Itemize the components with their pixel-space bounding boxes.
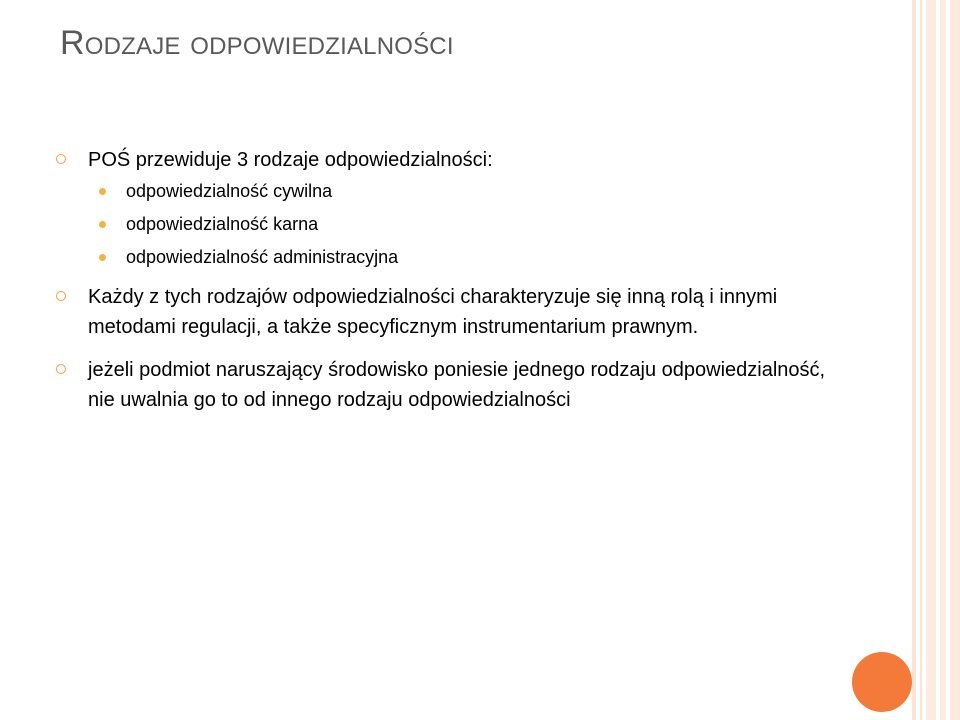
bullet-item (56, 282, 856, 342)
bullet-item (56, 355, 856, 415)
sub-bullet-text: odpowiedzialność administracyjna (126, 247, 399, 267)
decor-stripe (940, 0, 946, 720)
accent-circle (852, 652, 912, 712)
bullet-text: jeżeli podmiot naruszający środowisko poniesie jednego rodzaju odpowiedzialność, nie uwalnia go to od innego rodzaju odpowiedzialności (88, 359, 826, 411)
sub-bullet-item (56, 208, 856, 241)
slide-title: Rodzaje odpowiedzialności (60, 24, 454, 62)
decor-stripe (950, 0, 960, 720)
dot-bullet-icon (99, 188, 106, 195)
sub-bullet-text: odpowiedzialność karna (126, 214, 319, 234)
ring-bullet-icon (56, 291, 66, 301)
sub-bullet-item (56, 241, 856, 274)
dot-bullet-icon (99, 254, 106, 261)
decor-stripe (926, 0, 936, 720)
slide-content (56, 145, 856, 415)
bullet-text: Każdy z tych rodzajów odpowiedzialności charakteryzuje się inną rolą i innymi metodami regulacji, a także specyficznym instrumentarium prawnym. (88, 286, 778, 338)
ring-bullet-icon (56, 154, 66, 164)
bullet-text: POŚ przewiduje 3 rodzaje odpowiedzialności: (88, 149, 493, 171)
sub-bullet-text: odpowiedzialność cywilna (126, 181, 333, 201)
ring-bullet-icon (56, 364, 66, 374)
sub-bullet-item (56, 175, 856, 208)
bullet-item (56, 145, 856, 175)
decor-stripe (912, 0, 916, 720)
dot-bullet-icon (99, 221, 106, 228)
decor-stripe (920, 0, 922, 720)
